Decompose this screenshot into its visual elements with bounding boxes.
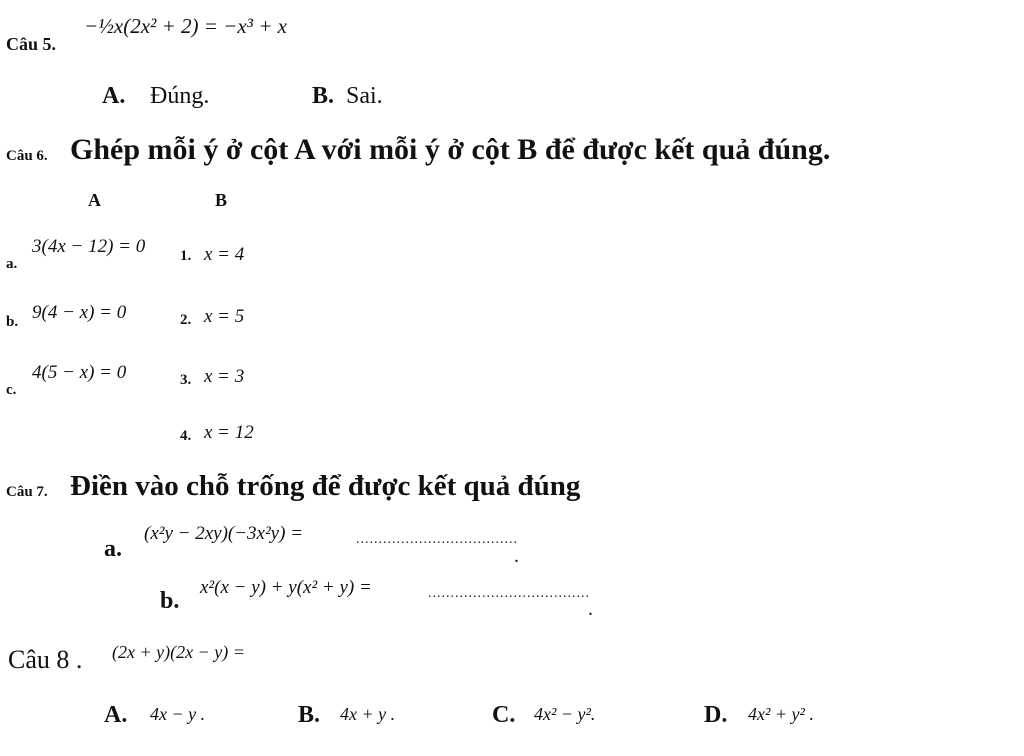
q6-right-expr: x = 12 xyxy=(204,422,254,443)
q5-option-b-letter: B. xyxy=(312,83,335,109)
q6-right-num: 4. xyxy=(180,428,192,444)
q8-option-letter: A. xyxy=(104,702,128,728)
q7-b-blank[interactable]: .................................... xyxy=(428,586,590,601)
q8-expression: (2x + y)(2x − y) = xyxy=(112,642,245,662)
q6-right-num: 2. xyxy=(180,312,192,328)
q6-left-letter: a. xyxy=(6,256,18,272)
q7-b-period: . xyxy=(588,598,593,620)
q7-label: Câu 7. xyxy=(6,484,48,500)
q6-prompt: Ghép mỗi ý ở cột A với mỗi ý ở cột B để được kết quả đúng. xyxy=(70,133,831,166)
q6-label: Câu 6. xyxy=(6,148,48,164)
q6-left-letter: c. xyxy=(6,382,17,398)
q7-b-expression: x²(x − y) + y(x² + y) = xyxy=(200,577,372,598)
q6-right-expr: x = 4 xyxy=(204,244,245,265)
q6-right-expr: x = 3 xyxy=(204,366,245,387)
q5-option-a-letter: A. xyxy=(102,83,126,109)
q8-option-letter: D. xyxy=(704,702,728,728)
q5-label: Câu 5. xyxy=(6,34,57,54)
q6-right-num: 1. xyxy=(180,248,192,264)
q8-option-expr: 4x² + y² . xyxy=(748,704,814,724)
q8-label: Câu 8 . xyxy=(8,645,83,674)
q5-option-b-text: Sai. xyxy=(346,83,383,109)
q8-option-expr: 4x − y . xyxy=(150,704,206,724)
q7-a-blank[interactable]: .................................... xyxy=(356,532,518,547)
q7-b-letter: b. xyxy=(160,588,180,614)
q8-option-letter: B. xyxy=(298,702,321,728)
q8-option-letter: C. xyxy=(492,702,516,728)
q5-equation: −½x(2x² + 2) = −x³ + x xyxy=(84,14,287,38)
q6-left-expr: 4(5 − x) = 0 xyxy=(32,362,127,383)
q6-right-expr: x = 5 xyxy=(204,306,245,327)
q6-left-expr: 9(4 − x) = 0 xyxy=(32,302,127,323)
q6-left-letter: b. xyxy=(6,314,19,330)
q7-a-period: . xyxy=(514,545,519,567)
q5-option-a-text: Đúng. xyxy=(150,83,210,109)
q6-right-num: 3. xyxy=(180,372,192,388)
q7-prompt: Điền vào chỗ trống để được kết quả đúng xyxy=(70,470,581,502)
q6-left-expr: 3(4x − 12) = 0 xyxy=(32,236,146,257)
q8-option-expr: 4x² − y². xyxy=(534,704,596,724)
q6-column-b-header: B xyxy=(215,190,228,210)
q7-a-letter: a. xyxy=(104,536,122,562)
q6-column-a-header: A xyxy=(88,190,101,210)
q7-a-expression: (x²y − 2xy)(−3x²y) = xyxy=(144,523,304,544)
q8-option-expr: 4x + y . xyxy=(340,704,396,724)
